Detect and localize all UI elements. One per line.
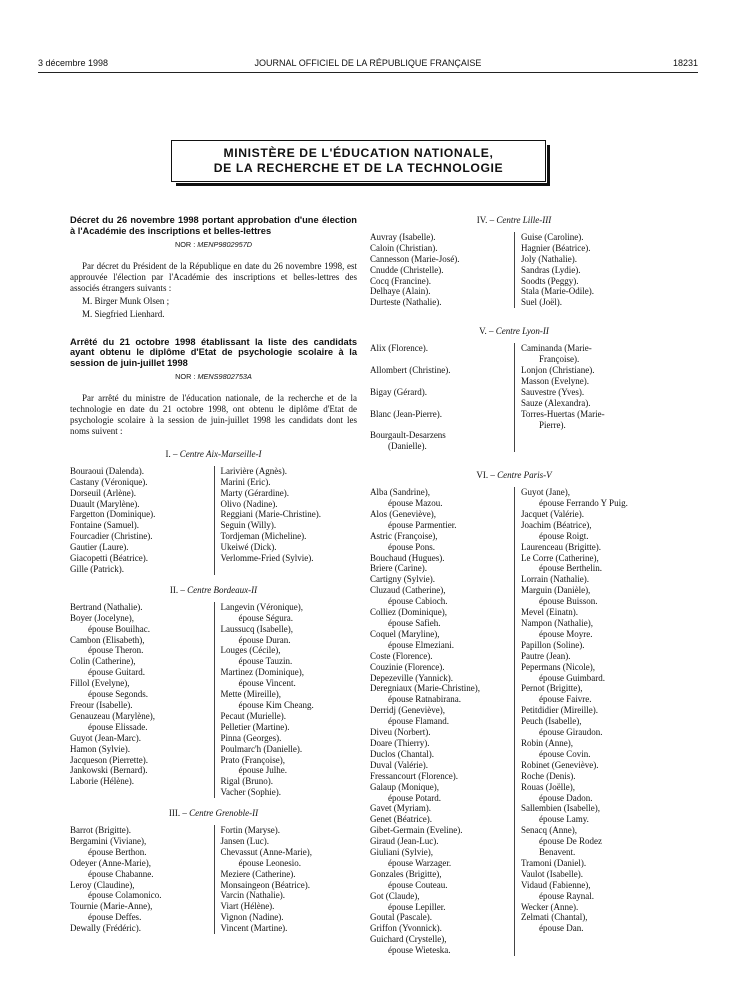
candidate-name: Guichard (Crystelle), [370,934,447,945]
candidate-name: Alos (Geneviève), [370,508,436,519]
candidate-name: Gavet (Myriam). [370,803,431,814]
candidate-name: Fontaine (Samuel). [70,520,139,531]
candidate-name: Caminanda (Marie- [521,343,592,354]
candidate-name: Sandras (Lydie). [521,264,581,275]
candidate-name: Pepermans (Nicole), [521,661,595,672]
candidate-name: Vignon (Nadine). [220,912,284,923]
candidate-name: Jansen (Luc). [220,835,269,846]
candidate-name: Giuliani (Sylvie), [370,847,433,858]
candidate-name: Nampon (Nathalie), [521,618,593,628]
candidate-name: Goutal (Pascale). [370,912,432,923]
candidate-name: Coste (Florence). [370,650,433,661]
candidate-name: Petitdidier (Mireille). [521,705,598,716]
candidate-name: Lonjon (Christiane). [521,364,595,375]
candidate-continuation: épouse Cabioch. [388,596,448,607]
candidate-name: Hagnier (Béatrice). [521,242,591,253]
candidate-name: Mette (Mireille), [220,689,281,700]
centre-section-5 [370,326,658,452]
candidate-name: Martinez (Dominique), [220,667,304,678]
candidate-grid [70,825,357,934]
decret-name-2: M. Siegfried Lienhard. [82,308,165,319]
candidate-continuation: épouse Tauzin. [238,656,293,667]
candidate-name: Chevassut (Anne-Marie), [220,846,312,857]
candidate-name: Astric (Françoise), [370,530,438,541]
centre-section-1 [70,449,357,575]
candidate-continuation: épouse Segonds. [88,689,148,700]
header-page-number: 18231 [672,58,698,68]
candidate-name: Poulmarc'h (Danielle). [220,743,303,754]
candidate-name: Senacq (Anne), [521,825,577,836]
candidate-continuation: épouse Elissade. [88,721,148,732]
candidate-name: Larivière (Agnès). [220,465,287,476]
candidate-name: Marty (Gérardine). [220,487,289,498]
candidate-name: Gautier (Laure). [70,542,129,553]
candidate-name: Allombert (Christine). [370,364,451,375]
candidate-name: Bouchaud (Hugues). [370,552,445,563]
candidate-grid [370,343,658,452]
centre-name: Centre Lille-III [496,215,552,225]
candidate-column [214,466,358,575]
decret-nor [70,240,357,251]
candidate-name: Soodts (Peggy). [521,275,579,286]
candidate-name: Laborie (Hélène). [70,776,134,787]
candidate-name: Castany (Véronique). [70,476,148,487]
candidate-name: Leroy (Claudine), [70,879,135,890]
candidate-name: Wecker (Anne). [521,901,579,912]
candidate-continuation: épouse Giraudon. [539,727,603,738]
candidate-continuation: épouse Ségura. [238,612,293,623]
candidate-continuation: épouse Chabanne. [88,868,154,879]
centre-number: III. – [168,808,190,819]
candidate-name: Freour (Isabelle). [70,699,133,710]
candidate-name: Tordjeman (Micheline). [220,531,307,542]
candidate-name: Gibet-Germain (Eveline). [370,825,463,836]
candidate-name: Hamon (Sylvie). [70,743,130,754]
candidate-grid [70,602,357,798]
candidate-name: Sauvestre (Yves). [521,386,585,397]
candidate-continuation: Benavent. [539,847,576,858]
centre-name: Centre Lyon-II [495,326,549,337]
candidate-continuation: épouse Ratnabirana. [388,694,461,705]
candidate-continuation: épouse Moyre. [539,628,593,639]
candidate-name: Bourgault-Desarzens [370,430,446,441]
candidate-name: Jacquet (Valérie). [521,508,584,519]
candidate-name: Pautre (Jean). [521,650,571,661]
centre-section-6 [370,470,658,956]
candidate-name: Gonzales (Brigitte), [370,868,442,879]
candidate-name: Dewally (Frédéric). [70,923,141,934]
candidate-column [214,825,358,934]
candidate-continuation: épouse Dadon. [539,792,593,803]
candidate-continuation: épouse Buisson. [539,596,598,607]
candidate-continuation: Françoise). [539,354,580,365]
candidate-name: Boyer (Jocelyne), [70,612,134,623]
candidate-continuation: épouse Lepiller. [388,901,446,912]
candidate-name: Suel (Joël). [521,297,562,308]
candidate-name: Tournie (Marie-Anne), [70,901,153,912]
candidate-name: Prato (Françoise), [220,754,285,765]
nor-label: NOR : [174,240,196,250]
candidate-name: Bigay (Gérard). [370,386,427,397]
candidate-column [514,343,658,452]
candidate-name: Genet (Béatrice). [370,814,432,825]
candidate-name: Diveu (Norbert). [370,727,431,738]
candidate-continuation: épouse Parmentier. [388,519,457,530]
arrete-nor [70,372,357,383]
candidate-continuation: épouse Bouilhac. [88,623,150,634]
candidate-name: Doare (Thierry). [370,737,430,748]
candidate-continuation: épouse Leonesio. [238,857,301,868]
candidate-name: Cocq (Francine). [370,275,431,286]
candidate-grid [370,232,658,308]
candidate-name: Laussucq (Isabelle), [220,623,293,634]
candidate-name: Marguin (Danièle), [521,585,591,596]
candidate-column [70,602,214,798]
centre-name: Centre Aix-Marseille-I [179,448,262,459]
candidate-name: Bergamini (Viviane), [70,835,147,846]
candidate-name: Giraud (Jean-Luc). [370,836,439,847]
candidate-name: Roche (Denis). [521,770,576,781]
candidate-name: Duault (Marylène). [70,498,140,509]
candidate-name: Le Corre (Catherine), [521,552,599,563]
candidate-continuation: épouse Pons. [388,541,435,552]
candidate-name: Rigal (Bruno). [220,776,273,787]
candidate-name: Alba (Sandrine), [370,487,430,498]
candidate-continuation: épouse Wieteska. [388,945,451,956]
left-column [70,215,357,934]
centre-heading [70,585,357,596]
candidate-name: Griffon (Yvonnick). [370,923,442,934]
candidate-name: Fargetton (Dominique). [70,509,156,520]
candidate-name: Viart (Hélène). [220,901,275,912]
candidate-name: Reggiani (Marie-Christine). [220,509,321,520]
ministry-line-2: DE LA RECHERCHE ET DE LA TECHNOLOGIE [213,161,504,175]
candidate-column [70,466,214,575]
centre-name: Centre Grenoble-II [189,808,259,819]
centre-section-4 [370,215,658,308]
candidate-name: Guyot (Jane), [521,487,570,498]
centre-heading [370,215,658,226]
candidate-continuation: épouse Couteau. [388,879,448,890]
candidate-name: Louges (Cécile), [220,645,281,656]
candidate-continuation: épouse Covin. [539,748,591,759]
candidate-name: Peuch (Isabelle), [521,716,582,727]
candidate-name: Rouas (Joëlle), [521,781,575,792]
decret-paragraph: Par décret du Président de la République en date du 26 novembre 1998, est approuvée l'élection par l'Académie des inscriptions et belles-lettres des associés étrangers suivants : [70,261,357,293]
candidate-name: Joachim (Béatrice), [521,519,592,530]
candidate-grid [70,466,357,575]
centre-number: VI. – [476,470,498,481]
candidate-name: Fressancourt (Florence). [370,770,458,781]
candidate-continuation: épouse Guimbard. [539,672,605,683]
candidate-continuation: épouse Dan. [539,923,584,934]
candidate-name: Sallembien (Isabelle), [521,803,600,814]
candidate-column [214,602,358,798]
candidate-continuation: épouse Safieh. [388,618,441,628]
centre-heading [70,808,357,819]
candidate-name: Fortin (Maryse). [220,825,280,836]
candidate-continuation: épouse Raynal. [539,890,594,901]
candidate-name: Fourcadier (Christine). [70,531,153,542]
centre-section-2 [70,585,357,798]
candidate-continuation: épouse Deffes. [88,912,142,923]
decret-title: Décret du 26 novembre 1998 portant approbation d'une élection à l'Académie des inscriptions et belles-lettres [70,215,357,236]
candidate-name: Coquel (Maryline), [370,628,440,639]
candidate-continuation: épouse Elmeziani. [388,639,454,650]
centre-number: IV. – [476,215,497,225]
centre-number: V. – [479,326,496,337]
candidate-name: Tramoni (Daniel). [521,857,587,868]
centre-section-3 [70,808,357,934]
candidate-column [370,487,514,956]
candidate-name: Durteste (Nathalie). [370,297,442,308]
candidate-name: Cambon (Elisabeth), [70,634,145,645]
candidate-name: Colliez (Dominique), [370,607,447,618]
candidate-continuation: épouse Lamy. [539,814,589,825]
candidate-name: Olivo (Nadine). [220,498,278,509]
candidate-continuation: épouse Berthelin. [539,563,602,574]
candidate-name: Bertrand (Nathalie). [70,601,143,612]
candidate-name: Gille (Patrick). [70,564,124,574]
candidate-name: Deregniaux (Marie-Christine), [370,683,480,694]
candidate-name: Jacqueson (Pierrette). [70,754,148,765]
candidate-name: Giacopetti (Béatrice). [70,553,148,564]
candidate-name: Vaulot (Isabelle). [521,868,583,879]
candidate-continuation: épouse Julhe. [238,765,287,776]
candidate-name: Joly (Nathalie). [521,253,577,264]
candidate-continuation: épouse Theron. [88,645,144,656]
candidate-continuation: Pierre). [539,419,566,430]
candidate-continuation: épouse Faivre. [539,694,592,705]
candidate-name: Auvray (Isabelle). [370,231,436,242]
nor-code: MENS9802753A [197,372,252,382]
candidate-column [70,825,214,934]
candidate-name: Cartigny (Sylvie). [370,574,435,585]
candidate-name: Vidaud (Fabienne), [521,879,591,890]
candidate-name: Duclos (Chantal). [370,748,434,759]
candidate-name: Langevin (Véronique), [220,601,303,612]
candidate-name: Guyot (Jean-Marc). [70,732,141,743]
candidate-name: Dorseuil (Arlène). [70,487,136,498]
candidate-name: Bouraoui (Dalenda). [70,465,144,476]
candidate-name: Got (Claude), [370,890,420,901]
candidate-name: Guise (Caroline). [521,231,584,242]
centre-heading [370,326,658,337]
candidate-name: Cannesson (Marie-José). [370,253,460,264]
candidate-name: Odeyer (Anne-Marie), [70,857,151,868]
candidate-name: Torres-Huertas (Marie- [521,408,605,419]
arrete-paragraph: Par arrêté du ministre de l'éducation nationale, de la recherche et de la technologie en date du 21 octobre 1998, ont obtenu le diplôme d'Etat de psychologie scolaire à la session de juin-juillet 1998 les candidats dont les noms suivent : [70,393,357,437]
candidate-name: Monsaingeon (Béatrice). [220,879,310,890]
candidate-column [370,232,514,308]
candidate-name: Fillol (Evelyne), [70,678,130,689]
candidate-name: Robin (Anne), [521,737,573,748]
candidate-name: Colin (Catherine), [70,656,136,667]
centre-number: II. – [169,584,188,595]
candidate-name: Genauzeau (Marylène), [70,710,155,721]
candidate-name: Sauze (Alexandra). [521,397,591,408]
ministry-heading-box [171,140,546,182]
candidate-name: Pelletier (Martine). [220,721,290,732]
candidate-continuation: épouse Warzager. [388,857,452,868]
candidate-column [514,487,658,956]
centre-number: I. – [165,448,180,459]
spacer [370,354,510,365]
candidate-name: Verlomme-Fried (Sylvie). [220,553,314,564]
candidate-name: Alix (Florence). [370,343,428,354]
candidate-name: Cnudde (Christelle). [370,264,444,275]
header-date: 3 décembre 1998 [38,58,109,68]
candidate-name: Duval (Valérie). [370,759,428,770]
spacer [370,376,510,387]
centre-name: Centre Bordeaux-II [187,584,258,595]
nor-code: MENP9802957D [197,240,253,250]
candidate-name: Stala (Marie-Odile). [521,286,594,297]
candidate-name: Varcin (Nathalie). [220,890,285,901]
decret-name-1: M. Birger Munk Olsen ; [82,295,170,306]
candidate-name: Derridj (Geneviève), [370,705,445,716]
candidate-continuation: (Danielle). [388,441,427,452]
candidate-column [370,343,514,452]
page-header [38,58,698,72]
candidate-continuation: épouse Colamonico. [88,890,162,901]
spacer [370,398,510,409]
header-rule [38,72,698,73]
candidate-continuation: épouse Potard. [388,792,441,803]
candidate-continuation: épouse Berthon. [88,846,147,857]
ministry-line-1: MINISTÈRE DE L'ÉDUCATION NATIONALE, [223,146,494,160]
candidate-grid [370,487,658,956]
candidate-name: Depezeville (Yannick). [370,672,454,683]
candidate-continuation: épouse Duran. [238,634,291,645]
candidate-name: Ukeiwé (Dick). [220,542,277,553]
candidate-name: Galaup (Monique), [370,781,439,792]
candidate-name: Caloin (Christian). [370,242,438,253]
candidate-name: Zelmati (Chantal), [521,912,588,923]
centre-heading [70,449,357,460]
candidate-name: Jankowski (Bernard). [70,765,148,776]
candidate-continuation: épouse Flamand. [388,716,449,727]
candidate-name: Pinna (Georges). [220,732,282,743]
candidate-name: Briere (Carine). [370,563,427,574]
centre-heading [370,470,658,481]
candidate-name: Blanc (Jean-Pierre). [370,408,442,419]
candidate-name: Delhaye (Alain). [370,286,431,297]
arrete-title: Arrêté du 21 octobre 1998 établissant la liste des candidats ayant obtenu le diplôme d'Etat de psychologie scolaire à la session de juin-juillet 1998 [70,336,357,368]
candidate-continuation: épouse Kim Cheang. [238,699,314,710]
candidate-name: Papillon (Soline). [521,639,585,650]
candidate-name: Vacher (Sophie). [220,787,281,798]
candidate-continuation: épouse Roigt. [539,530,589,541]
candidate-name: Robinet (Geneviève). [521,759,599,770]
candidate-name: Masson (Evelyne). [521,375,589,386]
candidate-name: Laurenceau (Brigitte). [521,541,601,552]
spacer [370,420,510,431]
candidate-continuation: épouse De Rodez [539,836,602,847]
candidate-column [514,232,658,308]
right-column [370,215,658,956]
candidate-name: Marini (Eric). [220,476,271,487]
candidate-name: Cluzaud (Catherine), [370,585,446,596]
candidate-name: Pecaut (Murielle). [220,710,286,721]
header-journal-title: JOURNAL OFFICIEL DE LA RÉPUBLIQUE FRANÇAISE [254,58,482,68]
candidate-name: Seguin (Willy). [220,520,277,531]
candidate-name: Vincent (Martine). [220,923,288,934]
candidate-name: Pernot (Brigitte), [521,683,583,694]
candidate-continuation: épouse Ferrando Y Puig. [539,498,628,509]
candidate-name: Meziere (Catherine). [220,868,296,879]
candidate-continuation: épouse Guitard. [88,667,145,678]
candidate-continuation: épouse Vincent. [238,678,296,689]
candidate-name: Mevel (Einatn). [521,607,578,618]
candidate-name: Lorrain (Nathalie). [521,574,589,585]
candidate-continuation: épouse Mazou. [388,498,443,509]
centre-name: Centre Paris-V [497,470,552,481]
nor-label: NOR : [175,372,196,382]
candidate-name: Barrot (Brigitte). [70,825,131,836]
candidate-name: Couzinie (Florence). [370,661,445,672]
